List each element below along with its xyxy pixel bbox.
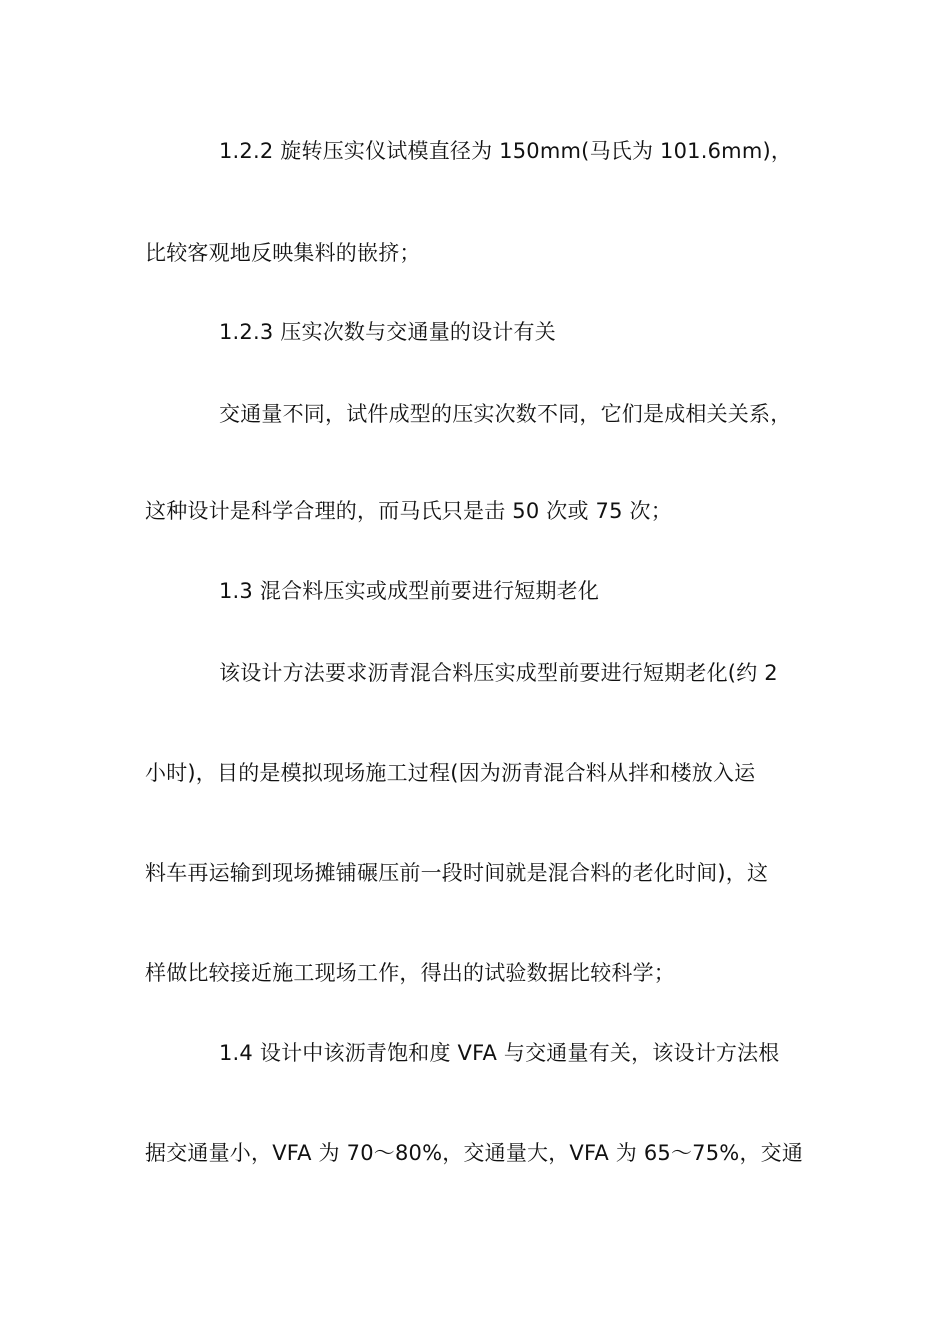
paragraph-line-10: 样做比较接近施工现场工作，得出的试验数据比较科学； bbox=[145, 961, 675, 985]
paragraph-line-4: 交通量不同，试件成型的压实次数不同，它们是成相关关系， bbox=[219, 402, 792, 426]
paragraph-line-12: 据交通量小，VFA 为 70～80%，交通量大，VFA 为 65～75%，交通 bbox=[145, 1141, 804, 1165]
paragraph-line-5: 这种设计是科学合理的，而马氏只是击 50 次或 75 次； bbox=[145, 499, 672, 523]
section-heading-1-2-3: 1.2.3 压实次数与交通量的设计有关 bbox=[219, 320, 556, 344]
section-heading-1-3: 1.3 混合料压实或成型前要进行短期老化 bbox=[219, 579, 600, 603]
paragraph-line-11: 1.4 设计中该沥青饱和度 VFA 与交通量有关，该设计方法根 bbox=[219, 1041, 780, 1065]
paragraph-line-9: 料车再运输到现场摊铺碾压前一段时间就是混合料的老化时间)，这 bbox=[145, 861, 769, 885]
paragraph-line-2: 比较客观地反映集料的嵌挤； bbox=[145, 241, 421, 265]
paragraph-line-1: 1.2.2 旋转压实仪试模直径为 150mm(马氏为 101.6mm)， bbox=[219, 139, 793, 163]
paragraph-line-8: 小时)，目的是模拟现场施工过程(因为沥青混合料从拌和楼放入运 bbox=[145, 761, 756, 785]
paragraph-line-7: 该设计方法要求沥青混合料压实成型前要进行短期老化(约 2 bbox=[219, 661, 778, 685]
